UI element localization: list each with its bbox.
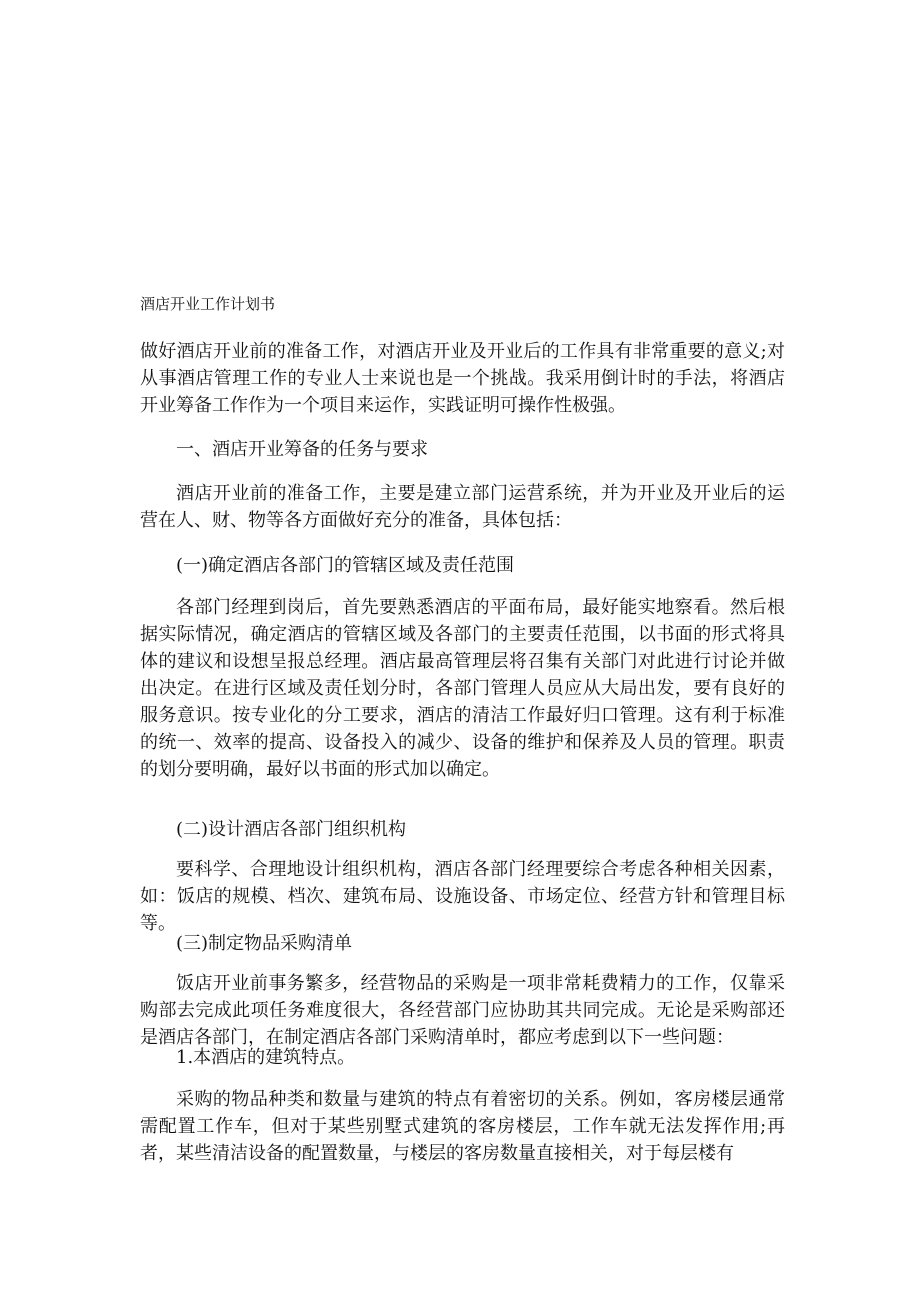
section-heading-1: 一、酒店开业筹备的任务与要求 — [176, 439, 428, 460]
subsection-heading-1: (一)确定酒店各部门的管辖区域及责任范围 — [176, 555, 515, 576]
subsection-heading-3: (三)制定物品采购清单 — [176, 933, 353, 954]
document-title: 酒店开业工作计划书 — [140, 295, 276, 313]
subsection-3-paragraph: 饭店开业前事务繁多，经营物品的采购是一项非常耗费精力的工作，仅靠采购部去完成此项任务难度很大，各经营部门应协助其共同完成。无论是采购部还是酒店各部门，在制定酒店各部门采购清单时，都应考虑到以下一些问题： — [140, 973, 785, 1048]
list-item-1-heading: 1.本酒店的建筑特点。 — [176, 1047, 356, 1068]
subsection-heading-2: (二)设计酒店各部门组织机构 — [176, 819, 407, 840]
section-1-paragraph: 酒店开业前的准备工作，主要是建立部门运营系统，并为开业及开业后的运营在人、财、物等各方面做好充分的准备，具体包括： — [140, 483, 785, 531]
subsection-1-paragraph: 各部门经理到岗后，首先要熟悉酒店的平面布局，最好能实地察看。然后根据实际情况，确定酒店的管辖区域及各部门的主要责任范围，以书面的形式将具体的建议和设想呈报总经理。酒店最高管理层将召集有关部门对此进行讨论并做出决定。在进行区域及责任划分时，各部门管理人员应从大局出发，要有良好的服务意识。按专业化的分工要求，酒店的清洁工作最好归口管理。这有利于标准的统一、效率的提高、设备投入的减少、设备的维护和保养及人员的管理。职责的划分要明确，最好以书面的形式加以确定。 — [140, 597, 785, 780]
subsection-2-paragraph: 要科学、合理地设计组织机构，酒店各部门经理要综合考虑各种相关因素，如：饭店的规模、档次、建筑布局、设施设备、市场定位、经营方针和管理目标等。 — [140, 859, 785, 934]
intro-paragraph: 做好酒店开业前的准备工作，对酒店开业及开业后的工作具有非常重要的意义;对从事酒店管理工作的专业人士来说也是一个挑战。我采用倒计时的手法，将酒店开业筹备工作作为一个项目来运作，实践证明可操作性极强。 — [140, 341, 785, 416]
list-item-1-paragraph: 采购的物品种类和数量与建筑的特点有着密切的关系。例如，客房楼层通常需配置工作车，但对于某些别墅式建筑的客房楼层，工作车就无法发挥作用;再者，某些清洁设备的配置数量，与楼层的客房数量直接相关，对于每层楼有 — [140, 1089, 785, 1164]
